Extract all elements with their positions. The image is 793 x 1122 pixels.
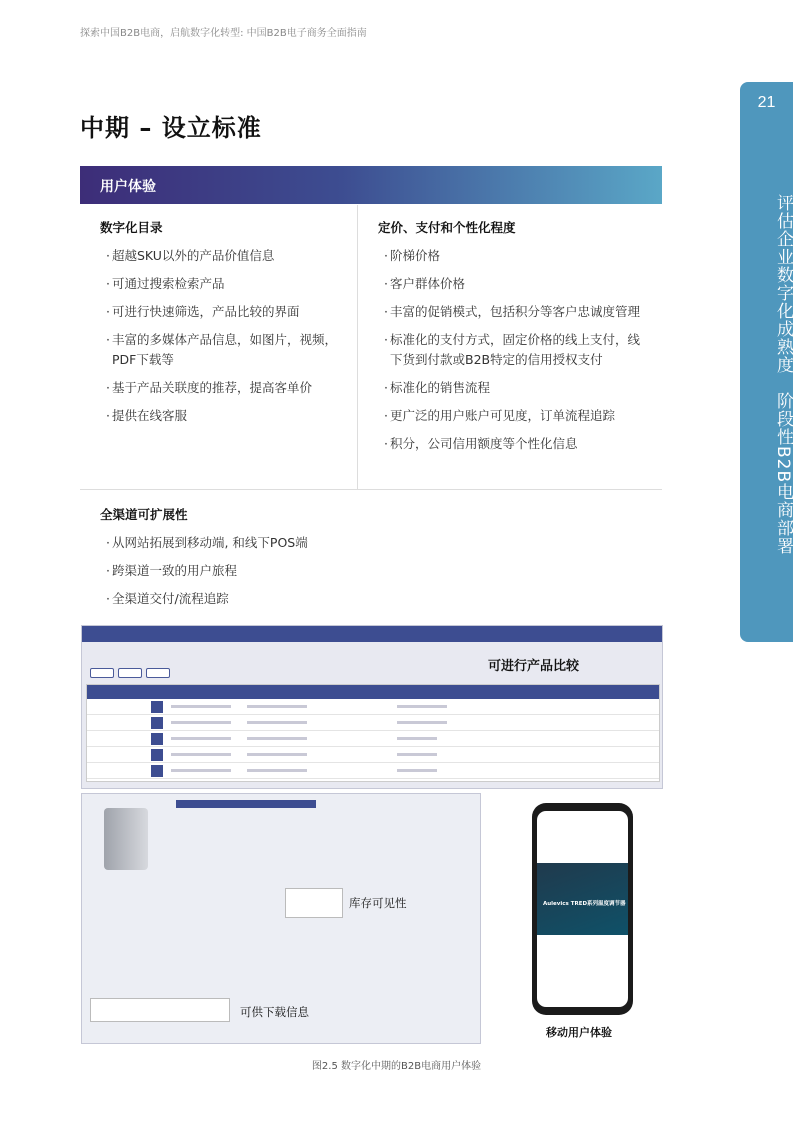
list-item: · 客户群体价格 <box>378 274 648 294</box>
compare-table <box>86 684 660 782</box>
table-row <box>87 699 659 715</box>
omni-section <box>100 505 500 617</box>
omni-heading: 全渠道可扩展性 <box>100 507 188 522</box>
list-item: · 从网站拓展到移动端, 和线下POS端 <box>100 533 500 553</box>
list-item: · 更广泛的用户账户可见度，订单流程追踪 <box>378 406 648 426</box>
table-row <box>87 747 659 763</box>
chapter-vertical-text: 评估企业数字化成熟度 阶段性B2B电商部署 <box>773 194 793 556</box>
section-band <box>80 166 662 204</box>
screenshot-button <box>90 668 114 678</box>
phone-screen <box>537 811 628 1007</box>
list-item: · 提供在线客服 <box>100 406 350 426</box>
page-number: 21 <box>757 94 776 111</box>
screenshot-breadcrumb <box>82 642 662 654</box>
product-image <box>104 808 148 870</box>
left-column-list <box>100 246 350 426</box>
screenshot-button <box>118 668 142 678</box>
compare-callout: 可进行产品比较 <box>488 659 580 674</box>
product-title-bar <box>176 800 316 808</box>
chapter-vertical-title <box>740 194 793 555</box>
phone-banner-text: Aulevics TRED系列温度调节器 <box>543 901 626 907</box>
compare-table-header <box>87 685 659 699</box>
column-divider <box>357 205 358 489</box>
phone-hero-banner <box>537 863 628 935</box>
list-item: · 可进行快速筛选，产品比较的界面 <box>100 302 350 322</box>
list-item: · 丰富的促销模式，包括积分等客户忠诚度管理 <box>378 302 648 322</box>
mobile-phone-mockup <box>532 803 633 1015</box>
list-item: · 阶梯价格 <box>378 246 648 266</box>
section-divider <box>80 489 662 490</box>
screenshot-nav-bar <box>82 626 662 642</box>
list-item: · 标准化的销售流程 <box>378 378 648 398</box>
mobile-callout: 移动用户体验 <box>546 1026 612 1039</box>
table-row <box>87 715 659 731</box>
table-row <box>87 763 659 779</box>
table-row <box>87 731 659 747</box>
list-item: · 积分，公司信用额度等个性化信息 <box>378 434 648 454</box>
omni-list <box>100 533 500 609</box>
left-column-heading: 数字化目录 <box>100 220 163 235</box>
list-item: · 标准化的支付方式，固定价格的线上支付，线下货到付款或B2B特定的信用授权支付 <box>378 330 648 370</box>
left-column <box>100 218 350 434</box>
download-callout: 可供下载信息 <box>240 1005 309 1019</box>
section-band-label: 用户体验 <box>100 179 156 195</box>
list-item: · 丰富的多媒体产品信息，如图片，视频，PDF下载等 <box>100 330 350 370</box>
screenshot-button <box>146 668 170 678</box>
right-column-heading: 定价、支付和个性化程度 <box>378 220 516 235</box>
page-title: 中期 – 设立标准 <box>80 114 262 142</box>
chapter-side-tab <box>740 82 793 642</box>
list-item: · 跨渠道一致的用户旅程 <box>100 561 500 581</box>
running-header: 探索中国B2B电商，启航数字化转型: 中国B2B电子商务全面指南 <box>80 28 367 39</box>
right-column-list <box>378 246 648 454</box>
stock-callout: 库存可见性 <box>349 896 407 910</box>
list-item: · 可通过搜索检索产品 <box>100 274 350 294</box>
list-item: · 全渠道交付/流程追踪 <box>100 589 500 609</box>
stock-popup <box>285 888 343 918</box>
right-column <box>378 218 648 462</box>
screenshot-tab-bar <box>90 976 390 988</box>
screenshot-toolbar <box>90 668 170 678</box>
list-item: · 超越SKU以外的产品价值信息 <box>100 246 350 266</box>
download-popup <box>90 998 230 1022</box>
figure-caption: 图2.5 数字化中期的B2B电商用户体验 <box>311 1061 482 1072</box>
list-item: · 基于产品关联度的推荐，提高客单价 <box>100 378 350 398</box>
